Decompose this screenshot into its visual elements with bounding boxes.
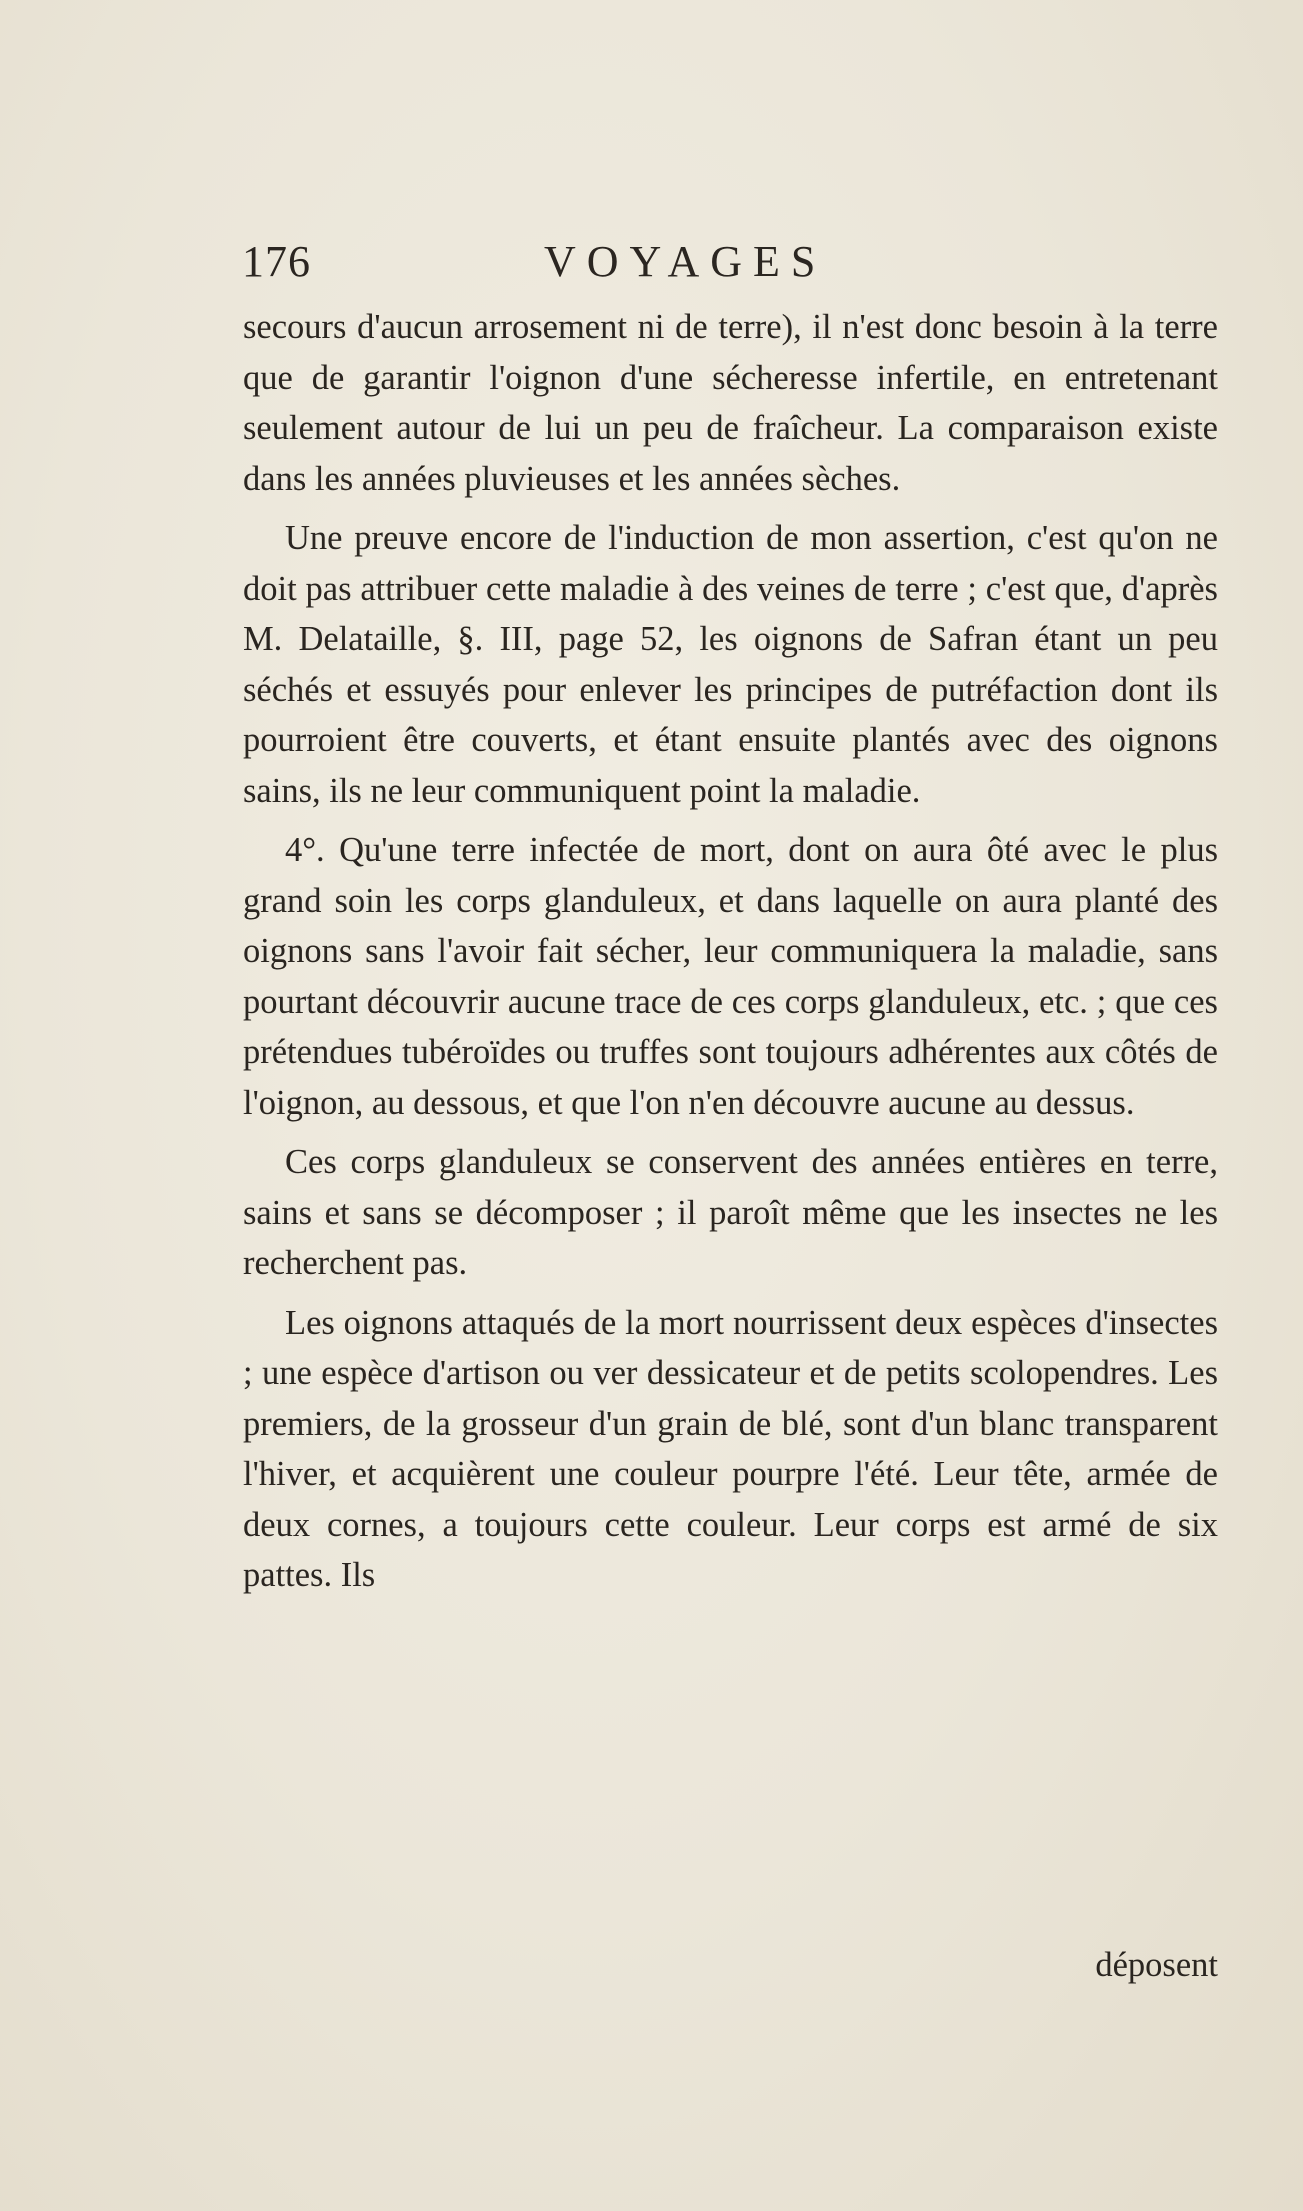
body-text xyxy=(243,302,1218,1610)
paragraph-5: Les oignons attaqués de la mort nourrissent deux espèces d'insectes ; une espèce d'artison ou ver dessicateur et de petits scolopendres. Les premiers, de la grosseur d'un grain de blé, sont d'un blanc transparent l'hiver, et acquièrent une couleur pourpre l'été. Leur tête, armée de deux cornes, a toujours cette couleur. Leur corps est armé de six pattes. Ils xyxy=(243,1303,1218,1594)
running-head: VOYAGES xyxy=(544,237,827,286)
paragraph-3: 4°. Qu'une terre infectée de mort, dont on aura ôté avec le plus grand soin les corps glanduleux, et dans laquelle on aura planté des oignons sans l'avoir fait sécher, leur communiquera la maladie, sans pourtant découvrir aucune trace de ces corps glanduleux, etc. ; que ces prétendues tubéroïdes ou truffes sont toujours adhérentes aux côtés de l'oignon, au dessous, et que l'on n'en découvre aucune au dessus. xyxy=(243,831,1218,1122)
paragraph-1: secours d'aucun arrosement ni de terre), il n'est donc besoin à la terre que de garantir l'oignon d'une sécheresse infertile, en entretenant seulement autour de lui un peu de fraîcheur. La comparaison existe dans les années pluvieuses et les années sèches. xyxy=(243,308,1218,498)
paragraph-2: Une preuve encore de l'induction de mon assertion, c'est qu'on ne doit pas attribuer cette maladie à des veines de terre ; c'est que, d'après M. Delataille, §. III, page 52, les oignons de Safran étant un peu séchés et essuyés pour enlever les principes de putréfaction dont ils pourroient être couverts, et étant ensuite plantés avec des oignons sains, ils ne leur communiquent point la maladie. xyxy=(243,519,1218,810)
page-number: 176 xyxy=(242,237,311,286)
paragraph-4: Ces corps glanduleux se conservent des années entières en terre, sains et sans se décomposer ; il paroît même que les insectes ne les recherchent pas. xyxy=(243,1143,1218,1282)
page-header xyxy=(242,236,1242,296)
catchword: déposent xyxy=(1095,1946,1218,1984)
